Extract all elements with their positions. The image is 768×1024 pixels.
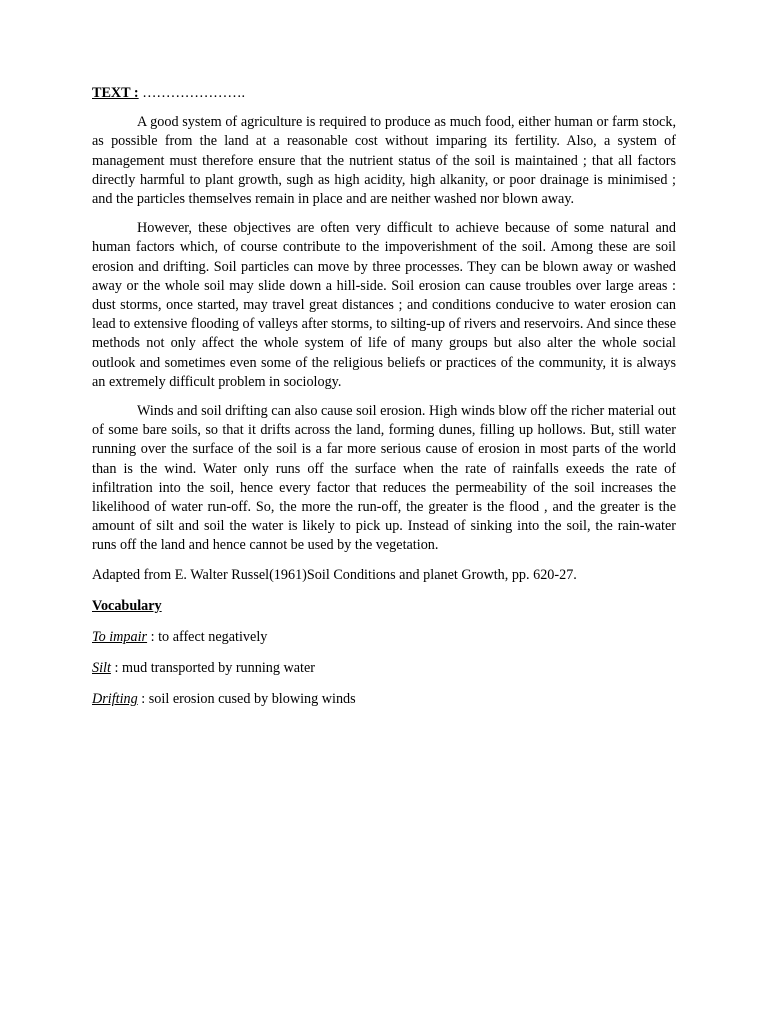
vocabulary-definition: : mud transported by running water (110, 660, 316, 677)
text-heading-label: TEXT : (92, 85, 139, 101)
paragraph-2: However, these objectives are often very difficult to achieve because of some natural and human factors which, of course contribute to the impoverishment of the soil. Among these are soil erosion and drifting. Soil particles can move by three processes. They can be blown away or washed away or the whole soil may slide down a hill-side. Soil erosion can cause troubles over large areas : dust storms, once started, may travel great distances ; and conditions conducive to water erosion can lead to extensive flooding of valleys after storms, to silting-up of rivers and reservoirs. And since these methods not only affect the whole system of life of many groups but also alter the whole social outlook and sometimes even some of the religious beliefs or practices of the community, it is always an extremely difficult problem in sociology. (92, 220, 676, 390)
vocabulary-definition: : to affect negatively (147, 629, 268, 646)
vocabulary-term: To impair (92, 629, 148, 646)
vocabulary-term: Drifting (92, 691, 138, 708)
vocabulary-term: Silt (92, 660, 111, 677)
paragraph-3: Winds and soil drifting can also cause soil erosion. High winds blow off the richer material out of some bare soils, so that it drifts across the land, forming dunes, filling up hollows. But, still water running over the surface of the soil is a far more serious cause of erosion in most parts of the world than is the wind. Water only runs off the surface when the rate of rainfalls exeeds the rate of infiltration into the soil, hence every factor that reduces the permeability of the soil increases the likelihood of water run-off. So, the more the run-off, the greater is the flood , and the greater is the amount of silt and soil the water is likely to pick up. Instead of sinking into the soil, the rain-water runs off the land and hence cannot be used by the vegetation. (92, 403, 676, 554)
text-heading-dots: …………………. (138, 85, 246, 101)
paragraph-1: A good system of agriculture is required to produce as much food, either human or farm stock, as possible from the land at a reasonable cost without imparing its fertility. Also, a system of management must therefore ensure that the nutrient status of the soil is maintained ; that all factors directly harmful to plant growth, sugh as high acidity, high alkanity, or poor drainage is minimised ; and the particles themselves remain in place and are neither washed nor blown away. (92, 114, 676, 208)
vocabulary-definition: : soil erosion cused by blowing winds (137, 691, 356, 708)
vocabulary-item (92, 690, 676, 709)
vocabulary-heading: Vocabulary (92, 597, 162, 614)
vocabulary-item (92, 628, 676, 647)
source-citation: Adapted from E. Walter Russel(1961)Soil Conditions and planet Growth, pp. 620-27. (92, 566, 577, 583)
vocabulary-item (92, 659, 676, 678)
document-page (92, 84, 676, 722)
text-heading (92, 84, 676, 103)
